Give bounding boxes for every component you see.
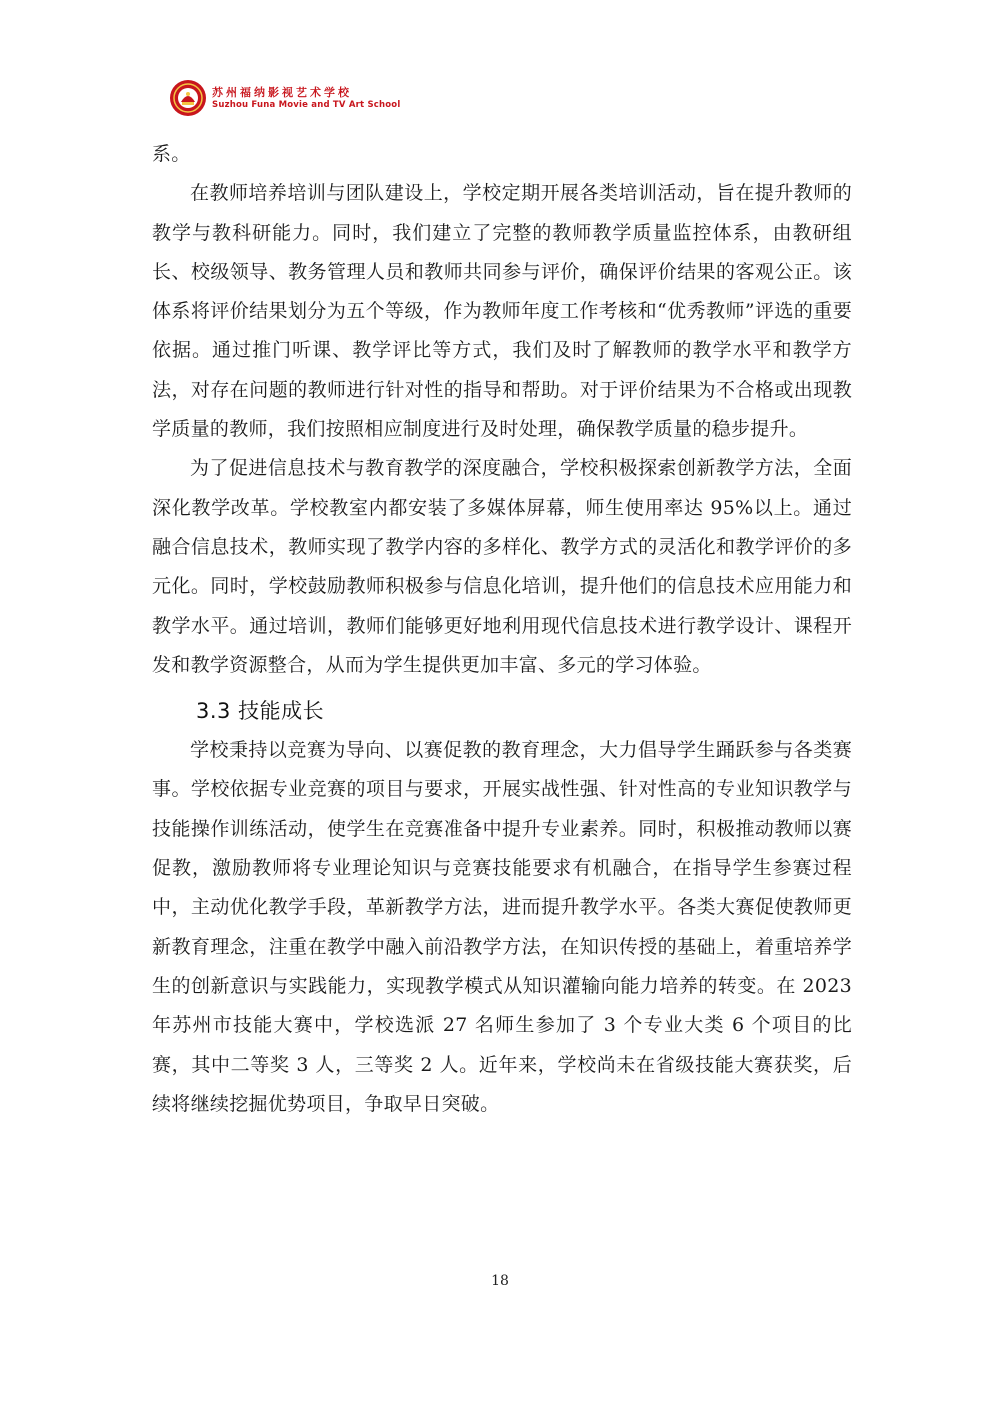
paragraph-skill-growth: 学校秉持以竞赛为导向、以赛促教的教育理念，大力倡导学生踊跃参与各类赛事。学校依据专业竞赛的项目与要求，开展实战性强、针对性高的专业知识教学与技能操作训练活动，使学生在竞赛准备中提升专业素养。同时，积极推动教师以赛促教，激励教师将专业理论知识与竞赛技能要求有机融合，在指导学生参赛过程中，主动优化教学手段，革新教学方法，进而提升教学水平。各类大赛促使教师更新教育理念，注重在教学中融入前沿教学方法，在知识传授的基础上，着重培养学生的创新意识与实践能力，实现教学模式从知识灌输向能力培养的转变。在 2023 年苏州市技能大赛中，学校选派 27 名师生参加了 3 个专业大类 6 个项目的比赛，其中二等奖 3 人，三等奖 2 人。近年来，学校尚未在省级技能大赛获奖，后续将继续挖掘优势项目，争取早日突破。 <box>152 739 852 1115</box>
continuation-text: 系。 <box>152 143 191 165</box>
section-heading: 3.3 技能成长 <box>196 699 325 724</box>
school-header <box>168 78 400 118</box>
school-name-cn: 苏州福纳影视艺术学校 <box>212 85 352 99</box>
paragraph-teacher-training: 在教师培养培训与团队建设上，学校定期开展各类培训活动，旨在提升教师的教学与教科研能力。同时，我们建立了完整的教师教学质量监控体系，由教研组长、校级领导、教务管理人员和教师共同参与评价，确保评价结果的客观公正。该体系将评价结果划分为五个等级，作为教师年度工作考核和“优秀教师”评选的重要依据。通过推门听课、教学评比等方式，我们及时了解教师的教学水平和教学方法，对存在问题的教师进行针对性的指导和帮助。对于评价结果为不合格或出现教学质量的教师，我们按照相应制度进行及时处理，确保教学质量的稳步提升。 <box>152 182 852 441</box>
school-name <box>212 87 400 110</box>
page-number: 18 <box>491 1273 509 1289</box>
paragraph-information-technology: 为了促进信息技术与教育教学的深度融合，学校积极探索创新教学方法，全面深化教学改革。学校教室内都安装了多媒体屏幕，师生使用率达 95%以上。通过融合信息技术，教师实现了教学内容的多样化、教学方式的灵活化和教学评价的多元化。同时，学校鼓励教师积极参与信息化培训，提升他们的信息技术应用能力和教学水平。通过培训，教师们能够更好地利用现代信息技术进行教学设计、课程开发和教学资源整合，从而为学生提供更加丰富、多元的学习体验。 <box>152 457 852 676</box>
school-logo-icon <box>168 78 208 118</box>
page-content <box>152 135 852 1124</box>
school-name-en: Suzhou Funa Movie and TV Art School <box>212 99 401 110</box>
